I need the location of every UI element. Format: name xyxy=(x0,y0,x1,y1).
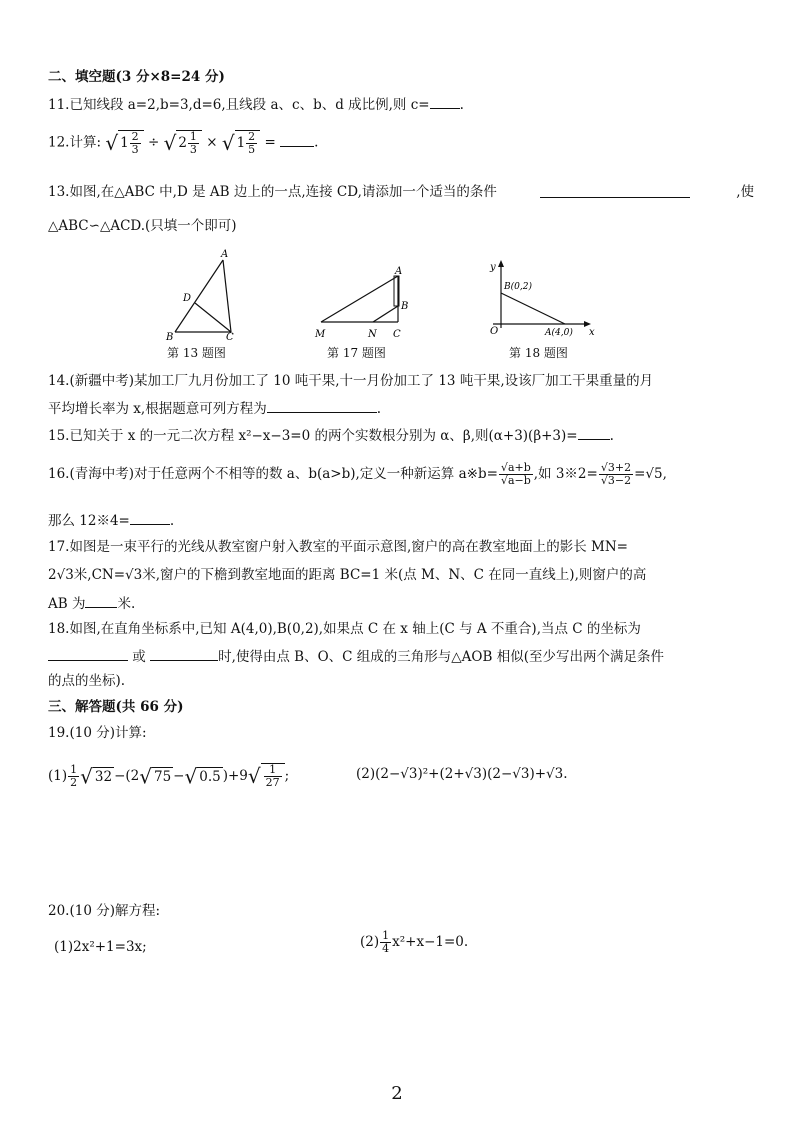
question-19-title: 19.(10 分)计算: xyxy=(48,725,147,741)
example-fraction: $\frac{√3+2}{√3-2}$ xyxy=(600,461,632,487)
label-y: y xyxy=(490,262,496,273)
question-17-end: 米. xyxy=(117,596,136,612)
light-ray-MA xyxy=(321,276,398,322)
label-x: x xyxy=(589,327,595,338)
question-14-line-2 xyxy=(48,398,754,418)
question-19-part-1: (1) $\frac{1}{2}$ √ 32 −(2√ 75 −√ 0.5 )+9√ $\frac{1}{27}$ ; xyxy=(48,762,290,789)
label-A: A xyxy=(221,249,229,260)
question-20-part-2: (2) $\frac{1}{4}$ x²+x−1=0. xyxy=(360,929,469,955)
question-18-or: 或 xyxy=(132,649,146,665)
light-ray-NB xyxy=(373,306,398,322)
caption-figure-17: 第 17 题图 xyxy=(327,346,386,360)
question-18-line-1: 18.如图,在直角坐标系中,已知 A(4,0),B(0,2),如果点 C 在 x 轴上(C 与 A 不重合),当点 C 的坐标为 xyxy=(48,621,641,637)
question-11-period: . xyxy=(459,97,464,113)
question-18-text: 时,使得由点 B、O、C 组成的三角形与△AOB 相似(至少写出两个满足条件 xyxy=(218,649,664,665)
question-20-part-1: (1)2x²+1=3x; xyxy=(54,939,147,955)
multiply-sign: × xyxy=(206,134,218,151)
divide-sign: ÷ xyxy=(147,134,160,151)
question-13-end: ,使 xyxy=(736,184,754,200)
label-N: N xyxy=(368,329,377,340)
question-11-text: 11.已知线段 a=2,b=3,d=6,且线段 a、c、b、d 成比例,则 c= xyxy=(48,97,430,113)
question-17-line-2: 2√3米,CN=√3米,窗户的下檐到教室地面的距离 BC=1 米(点 M、N、C 在同一直线上),则窗户的高 xyxy=(48,567,647,583)
question-15: 15.已知关于 x 的一元二次方程 x²−x−3=0 的两个实数根分别为 α、β,则(α+3)(β+3)= . xyxy=(48,425,754,445)
question-12: 12.计算: √ 1 $\frac{2}{3}$ ÷ √ 2 $\frac{1}{3}$ × √ 1 $\frac{2}{5}$ = . xyxy=(48,130,319,156)
answer-blank-17[interactable] xyxy=(85,593,117,608)
label-D: D xyxy=(183,293,192,304)
question-17-line-3 xyxy=(48,593,754,613)
radical-2: √ 2 $\frac{1}{3}$ xyxy=(164,130,202,156)
question-16-line-2: 那么 12※4= . xyxy=(48,510,754,530)
figure-13 xyxy=(158,246,248,342)
fraction: $\frac{1}{3}$ xyxy=(189,130,197,156)
question-16-example: ,如 3※2= xyxy=(533,466,598,482)
label-C: C xyxy=(226,332,234,342)
segment-AB xyxy=(501,293,565,324)
figure-18 xyxy=(487,256,602,342)
label-O: O xyxy=(490,326,499,337)
question-20-title: 20.(10 分)解方程: xyxy=(48,903,161,919)
caption-figure-13: 第 13 题图 xyxy=(167,346,226,360)
label-B: B(0,2) xyxy=(504,282,532,292)
answer-blank-18a[interactable] xyxy=(48,646,128,661)
question-14-text: 平均增长率为 x,根据题意可列方程为 xyxy=(48,401,267,417)
answer-blank-14[interactable] xyxy=(267,398,377,413)
radical-3: √ 1 $\frac{2}{5}$ xyxy=(222,130,260,156)
answer-blank-13[interactable] xyxy=(540,183,690,198)
edge-AC xyxy=(223,260,231,332)
question-14-end: . xyxy=(376,401,381,417)
mixed-whole: 2 xyxy=(178,135,187,151)
section-header-fill-blank: 二、填空题(3 分×8=24 分) xyxy=(48,69,225,85)
answer-blank-12[interactable] xyxy=(280,132,314,147)
mixed-whole: 1 xyxy=(120,135,129,151)
question-16-text: 16.(青海中考)对于任意两个不相等的数 a、b(a>b),定义一种新运算 a※b= xyxy=(48,466,498,482)
question-16-ask: 那么 12※4= xyxy=(48,513,130,529)
question-12-prefix: 12.计算: xyxy=(48,134,102,151)
question-13-line-2: △ABC∽△ACD.(只填一个即可) xyxy=(48,218,237,234)
radical-1: √ 1 $\frac{2}{3}$ xyxy=(105,130,143,156)
question-14-line-1: 14.(新疆中考)某加工厂九月份加工了 10 吨干果,十一月份加工了 13 吨干果,设该厂加工干果重量的月 xyxy=(48,373,654,389)
operation-fraction: $\frac{√a+b}{√a-b}$ xyxy=(500,461,531,487)
label-B: B xyxy=(401,301,409,312)
question-18-line-3: 的点的坐标). xyxy=(48,673,126,689)
question-16-result: =√5, xyxy=(634,466,667,482)
question-17-line-1: 17.如图是一束平行的光线从教室窗户射入教室的平面示意图,窗户的高在教室地面上的影长 MN= xyxy=(48,539,628,555)
question-11 xyxy=(48,94,754,114)
label-C: C xyxy=(393,329,401,340)
question-18-line-2 xyxy=(48,646,754,666)
question-19-parts xyxy=(48,763,754,789)
question-19-part-2: (2)(2−√3)²+(2+√3)(2−√3)+√3. xyxy=(356,766,568,782)
label-B: B xyxy=(166,332,174,342)
label-M: M xyxy=(315,329,326,340)
fraction: $\frac{2}{5}$ xyxy=(248,130,256,156)
question-13-line-1 xyxy=(48,183,754,201)
equals-sign: = xyxy=(264,134,276,151)
caption-figure-18: 第 18 题图 xyxy=(509,346,568,360)
page-number: 2 xyxy=(391,1083,403,1104)
question-15-text: 15.已知关于 x 的一元二次方程 x²−x−3=0 的两个实数根分别为 α、β,则(α+3)(β+3)= xyxy=(48,428,578,444)
label-A: A(4,0) xyxy=(545,328,573,338)
question-17-text: AB 为 xyxy=(48,596,86,612)
section-header-answer: 三、解答题(共 66 分) xyxy=(48,699,184,715)
fraction: $\frac{2}{3}$ xyxy=(131,130,139,156)
edge-CD xyxy=(195,303,231,332)
answer-blank-11[interactable] xyxy=(430,94,460,109)
question-13-text: 13.如图,在△ABC 中,D 是 AB 边上的一点,连接 CD,请添加一个适当的条件 xyxy=(48,184,497,200)
y-axis-arrow xyxy=(498,260,504,267)
label-A: A xyxy=(395,266,403,277)
answer-blank-18b[interactable] xyxy=(150,646,218,661)
figure-17 xyxy=(313,262,413,344)
question-16-line-1 xyxy=(48,462,754,487)
mixed-whole: 1 xyxy=(236,135,246,151)
answer-blank-16[interactable] xyxy=(130,510,170,525)
answer-blank-15[interactable] xyxy=(578,425,610,440)
